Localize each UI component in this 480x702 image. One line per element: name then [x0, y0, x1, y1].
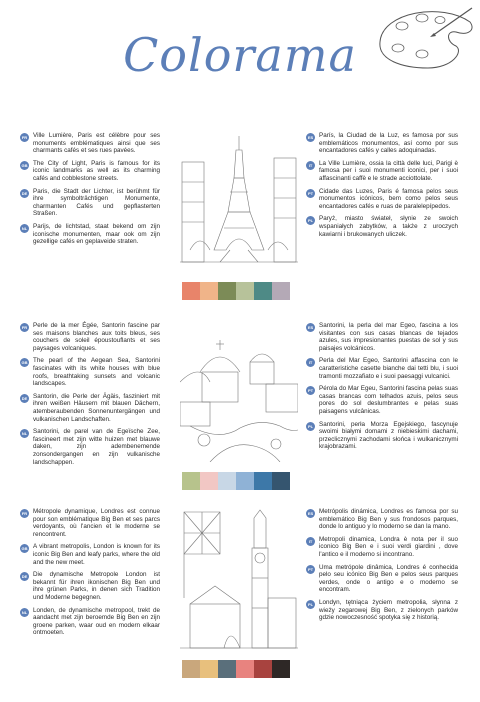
santorini-text-right: [306, 322, 458, 456]
flag-es-icon: ES: [307, 511, 314, 516]
color-swatch: [200, 660, 218, 678]
flag-pt-icon: PT: [307, 566, 314, 572]
flag-fr-icon: FR: [21, 325, 28, 330]
flag-pl-icon: PL: [307, 218, 314, 224]
list-item: ES Santorini, la perla del mar Egeo, fascina a los visitantes con sus casas blancas de tejados azules, sus impresionantes puestas de sol y sus paisajes volcánicos.: [307, 322, 458, 352]
color-swatch: [236, 660, 254, 678]
list-item: PT Pérola do Mar Egeu, Santorini fascina pelas suas casas brancas com telhados azuis, pelos seus pores do sol deslumbrantes e pelas suas paisagens vulcânicas.: [307, 385, 458, 415]
color-swatch: [272, 472, 290, 490]
london-text-left: [20, 508, 160, 642]
list-item: PT Cidade das Luzes, Paris é famosa pelos seus monumentos icónicos, bem como pelos seus encantadores cafés e ruas de paralelepípedos.: [307, 187, 458, 210]
color-swatch: [254, 472, 272, 490]
list-item: DE Santorin, die Perle der Ägäis, fasziniert mit ihren weißen Häusern mit blauen Dächern, atemberaubenden Sonnenuntergängen und vulkanischen Landschaften.: [21, 392, 160, 423]
list-item: DE Paris, die Stadt der Lichter, ist berühmt für ihre symbolträchtigen Monumente, charmanten Cafés und gepflasterten Straßen.: [21, 187, 160, 218]
list-item: ES Metrópolis dinámica, Londres es famosa por su emblemático Big Ben y sus frondosos parques, donde lo antiguo y lo moderno se dan la mano.: [307, 508, 458, 531]
list-item: PT Uma metrópole dinâmica, Londres é conhecida pelo seu icónico Big Ben e pelos seus parques verdes, onde o antigo e o moderno se encontram.: [307, 563, 458, 594]
flag-pl-icon: PL: [307, 423, 314, 429]
flag-es-icon: ES: [307, 135, 314, 140]
color-swatch: [182, 282, 200, 300]
color-swatch: [182, 660, 200, 678]
paris-text-left: [20, 132, 160, 251]
color-swatch: [218, 282, 236, 300]
flag-de-icon: DE: [21, 190, 28, 196]
flag-nl-icon: NL: [21, 431, 28, 437]
eiffel-tower-illustration: [180, 132, 298, 272]
list-item: NL Londen, de dynamische metropool, trekt de aandacht met zijn beroemde Big Ben en zijn groene parken, waar oud en modern elkaar ontmoeten.: [21, 606, 160, 637]
list-item: PL Londyn, tętniąca życiem metropolia, słynna z wieży zegarowej Big Ben, z zielonych parków gdzie nowoczesność spotyka się z historią.: [307, 598, 458, 622]
section-paris: [0, 132, 480, 312]
color-swatch: [200, 282, 218, 300]
color-swatch: [218, 472, 236, 490]
london-text-right: [306, 508, 458, 627]
big-ben-illustration: [180, 508, 298, 654]
list-item: PL Santorini, perła Morza Egejskiego, fascynuje swoimi białymi domami z niebieskimi dachami, przeclicznymi zachodami słońca i wulkanicznymi krajobrazami.: [307, 420, 458, 451]
flag-es-icon: ES: [307, 325, 314, 330]
list-item: IT Metropoli dinamica, Londra è nota per il suo iconico Big Ben e i suoi verdi giardini , dove l'antico e il moderno si incontrano.: [306, 536, 458, 559]
flag-gb-icon: GB: [21, 360, 28, 366]
flag-de-icon: DE: [21, 574, 28, 580]
color-swatch: [236, 282, 254, 300]
paris-text-right: [306, 132, 458, 243]
flag-pl-icon: PL: [307, 601, 314, 607]
flag-fr-icon: FR: [21, 511, 28, 516]
flag-gb-icon: GB: [21, 162, 28, 168]
list-item: FR Métropole dynamique, Londres est connue pour son emblématique Big Ben et ses parcs verdoyants, où l'ancien et le moderne se rencontrent.: [21, 508, 160, 538]
list-item: ES París, la Ciudad de la Luz, es famosa por sus emblemáticos monumentos, así como por sus encantadores cafés y calles adoquinadas.: [307, 132, 458, 155]
list-item: GB A vibrant metropolis, London is known for its iconic Big Ben and leafy parks, where the old and the new meet.: [21, 543, 160, 566]
flag-de-icon: DE: [21, 395, 28, 401]
flag-gb-icon: GB: [21, 546, 28, 552]
color-swatch: [272, 660, 290, 678]
london-swatches: [182, 660, 290, 678]
paint-palette-icon: [372, 2, 476, 74]
flag-fr-icon: FR: [21, 135, 28, 140]
flag-it-icon: IT: [306, 161, 315, 170]
list-item: DE Die dynamische Metropole London ist bekannt für ihren ikonischen Big Ben und ihre grünen Parks, in denen sich Tradition und Moderne begegnen.: [21, 571, 160, 601]
list-item: IT La Ville Lumière, ossia la città delle luci, Parigi è famosa per i suoi monumenti iconici, per i suoi affascinanti caffè e le strade acciottolate.: [306, 160, 458, 183]
flag-nl-icon: NL: [21, 225, 28, 231]
color-swatch: [200, 472, 218, 490]
color-swatch: [254, 660, 272, 678]
flag-pt-icon: PT: [307, 190, 314, 196]
flag-it-icon: IT: [306, 537, 315, 546]
color-swatch: [272, 282, 290, 300]
santorini-illustration: [180, 322, 298, 462]
list-item: IT Perla del Mar Egeo, Santorini affascina con le caratteristiche casette bianche dai tetti blu, i suoi tramonti mozzafiato e i suoi paesaggi vulcanici.: [306, 357, 458, 380]
list-item: FR Ville Lumière, Paris est célèbre pour ses monuments emblématiques ainsi que ses charmants cafés et ses rues pavées.: [21, 132, 160, 155]
flag-it-icon: IT: [306, 358, 315, 367]
page-title: Colorama: [123, 28, 357, 82]
list-item: GB The pearl of the Aegean Sea, Santorini fascinates with its white houses with blue roofs, breathtaking sunsets and volcanic landscapes.: [21, 357, 160, 388]
color-swatch: [218, 660, 236, 678]
santorini-swatches: [182, 472, 290, 490]
section-london: [0, 508, 480, 698]
santorini-text-left: [20, 322, 160, 471]
list-item: NL Parijs, de lichtstad, staat bekend om zijn iconische monumenten, maar ook om zijn gezellige cafés en geplaveide straten.: [21, 222, 160, 246]
list-item: GB The City of Light, Paris is famous for its iconic landmarks as well as its charming cafés and cobblestone streets.: [21, 159, 160, 182]
list-item: NL Santorini, de parel van de Egeïsche Zee, fascineert met zijn witte huizen met blauwe daken, zijn adembenemende zonsondergangen en zijn vulkanische landschappen.: [21, 428, 160, 466]
color-swatch: [182, 472, 200, 490]
paris-swatches: [182, 282, 290, 300]
color-swatch: [254, 282, 272, 300]
flag-pt-icon: PT: [307, 388, 314, 394]
list-item: PL Paryż, miasto świateł, słynie ze swoich wspaniałych zabytków, a także z uroczych kawiarni i brukowanych uliczek.: [307, 215, 458, 238]
flag-nl-icon: NL: [21, 609, 28, 615]
list-item: FR Perle de la mer Égée, Santorin fascine par ses maisons blanches aux toits bleus, ses couchers de soleil époustouflants et ses paysages volcaniques.: [21, 322, 160, 352]
section-santorini: [0, 322, 480, 502]
color-swatch: [236, 472, 254, 490]
